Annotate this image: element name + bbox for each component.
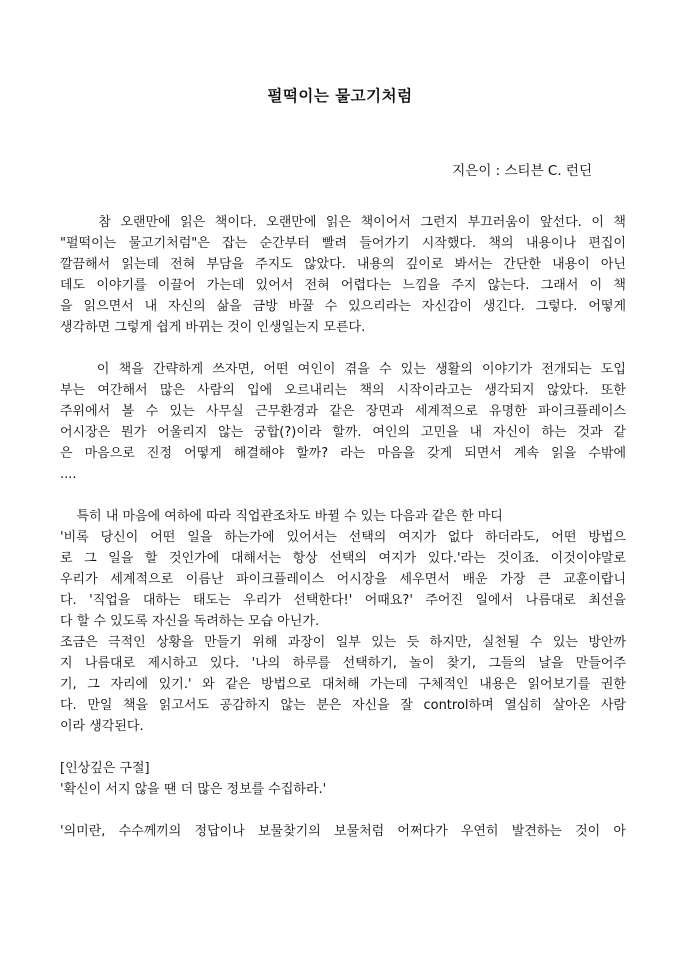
- document-title: 펄떡이는 물고기처럼: [267, 87, 413, 105]
- quote-line: '의미란, 수수께끼의 정답이나 보물찾기의 보물처럼 어쩌다가 우연히 발견하는 것이 아: [60, 824, 626, 839]
- paragraph-3: [60, 506, 626, 737]
- paragraph-line: 조금은 극적인 상황을 만들기 위해 과장이 일부 있는 듯 하지만, 실천될 수 있는 방안까: [60, 635, 626, 650]
- quote-line: '확신이 서지 않을 땐 더 많은 정보를 수집하라.': [60, 782, 327, 797]
- paragraph-line: 특히 내 마음에 여하에 따라 직업관조차도 바뀔 수 있는 다음과 같은 한 마디: [60, 509, 503, 524]
- paragraph-line: 부는 여간해서 많은 사람의 입에 오르내리는 책의 시작이라고는 생각되지 않았다. 또한: [60, 383, 626, 398]
- paragraph-gap: [60, 737, 626, 758]
- paragraph-line: '비록 당신이 어떤 일을 하는가에 있어서는 선택의 여지가 없다 하더라도, 어떤 방법으: [60, 530, 626, 545]
- paragraph-line: 다. '직업을 대하는 태도는 우리가 선택한다!' 어때요?' 주어진 일에서 나름대로 최선을: [60, 593, 626, 608]
- paragraph-line: ....: [60, 467, 77, 482]
- paragraph-gap: [60, 485, 626, 506]
- paragraph-line: 기, 그 자리에 있기.' 와 같은 방법으로 대처해 가는데 구체적인 내용은 읽어보기를 권한: [60, 677, 626, 692]
- paragraph-1: [60, 212, 626, 338]
- paragraph-line: 로 그 일을 할 것인가에 대해서는 항상 선택의 여지가 있다.'라는 것이죠. 이것이야말로: [60, 551, 626, 566]
- paragraph-line: 어시장은 뭔가 어울리지 않는 궁합(?)이라 할까. 여인의 고민을 내 자신이 하는 것과 같: [60, 425, 626, 440]
- paragraph-line: 참 오랜만에 읽은 책이다. 오랜만에 읽은 책이어서 그런지 부끄러움이 앞선다. 이 책: [60, 215, 626, 230]
- paragraph-line: 다 할 수 있도록 자신을 독려하는 모습 아닌가.: [60, 614, 320, 629]
- paragraph-gap: [60, 800, 626, 821]
- paragraph-line: "펄떡이는 물고기처럼"은 잡는 순간부터 빨려 들어가기 시작했다. 책의 내용이나 편집이: [60, 236, 626, 251]
- section-heading: [인상깊은 구절]: [60, 761, 150, 776]
- paragraph-line: 이 책을 간략하게 쓰자면, 어떤 여인이 겪을 수 있는 생활의 이야기가 전개되는 도입: [60, 362, 626, 377]
- paragraph-2: [60, 359, 626, 485]
- paragraph-line: 깔끔해서 읽는데 전혀 부담을 주지도 않았다. 내용의 깊이로 봐서는 간단한 내용이 아닌: [60, 257, 626, 272]
- paragraph-line: 을 읽으면서 내 자신의 삶을 금방 바꿀 수 있으리라는 자신감이 생긴다. 그렇다. 어떻게: [60, 299, 626, 314]
- document-body: [60, 212, 626, 842]
- paragraph-line: 다. 만일 책을 읽고서도 공감하지 않는 분은 자신을 잘 control하며 열심히 살아온 사람: [60, 698, 626, 713]
- paragraph-5: [60, 821, 626, 842]
- paragraph-gap: [60, 338, 626, 359]
- paragraph-line: 은 마음으로 진정 어떻게 해결해야 할까? 라는 마음을 갖게 되면서 계속 읽을 수밖에: [60, 446, 626, 461]
- paragraph-line: 주위에서 볼 수 있는 사무실 근무환경과 같은 장면과 세계적으로 유명한 파이크플레이스: [60, 404, 626, 419]
- paragraph-line: 이라 생각된다.: [60, 719, 144, 734]
- paragraph-line: 우리가 세계적으로 이름난 파이크플레이스 어시장을 세우면서 배운 가장 큰 교훈이랍니: [60, 572, 626, 587]
- paragraph-quotes-heading: [60, 758, 626, 800]
- author-line: 지은이 : 스티븐 C. 런딘: [452, 163, 592, 179]
- paragraph-line: 데도 이야기를 이끌어 가는데 있어서 전혀 어렵다는 느낌을 주지 않는다. 그래서 이 책: [60, 278, 626, 293]
- paragraph-line: 생각하면 그렇게 쉽게 바뀌는 것이 인생일는지 모른다.: [60, 320, 366, 335]
- paragraph-line: 지 나름대로 제시하고 있다. '나의 하루를 선택하기, 놀이 찾기, 그들의 날을 만들어주: [60, 656, 626, 671]
